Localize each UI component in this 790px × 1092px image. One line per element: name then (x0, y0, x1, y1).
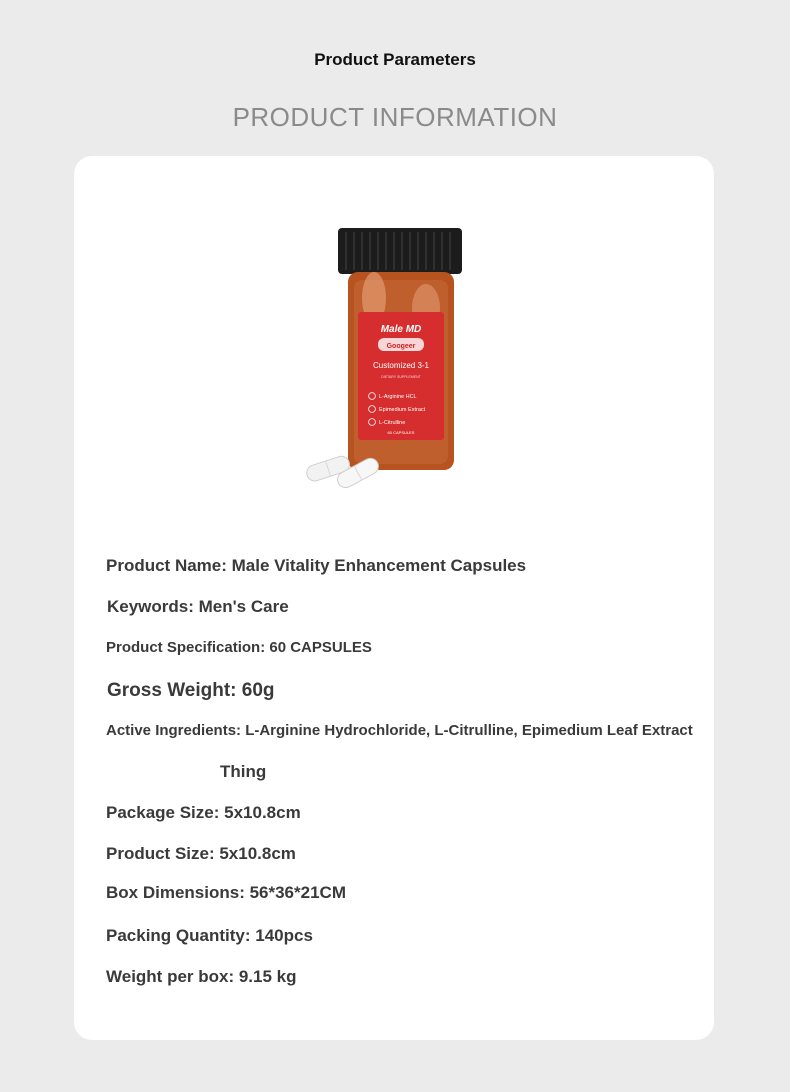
spec-weight-per-box: Weight per box: 9.15 kg (106, 967, 297, 986)
label-ingredient: L-Arginine HCL (379, 394, 417, 400)
product-bottle-image (304, 228, 474, 498)
product-information-heading: PRODUCT INFORMATION (232, 102, 558, 132)
section-title: Product Parameters (314, 50, 476, 69)
spec-gross-weight: Gross Weight: 60g (107, 680, 275, 701)
spec-product-name: Product Name: Male Vitality Enhancement Capsules (106, 556, 527, 575)
spec-box-dimensions: Box Dimensions: 56*36*21CM (106, 883, 346, 902)
label-ingredient: L-Citrulline (379, 420, 406, 426)
label-ingredient: Epimedium Extract (379, 407, 426, 413)
label-subtitle: Customized 3-1 (372, 361, 430, 370)
product-info-card (74, 156, 714, 1040)
label-count: 60 CAPSULES (387, 430, 415, 435)
spec-active-ingredients: Active Ingredients: L-Arginine Hydrochloride, L-Citrulline, Epimedium Leaf Extract (106, 722, 693, 739)
label-tagline: DIETARY SUPPLEMENT (381, 375, 421, 379)
spec-product-size: Product Size: 5x10.8cm (106, 844, 296, 863)
spec-packing-quantity: Packing Quantity: 140pcs (106, 926, 313, 945)
label-brand: Googeer (386, 343, 416, 350)
spec-package-size: Package Size: 5x10.8cm (106, 803, 301, 822)
spec-specification: Product Specification: 60 CAPSULES (106, 639, 372, 656)
label-title: Male MD (380, 324, 422, 335)
spec-active-ingredients-continued: Thing (220, 762, 267, 781)
spec-keywords: Keywords: Men's Care (107, 597, 289, 616)
